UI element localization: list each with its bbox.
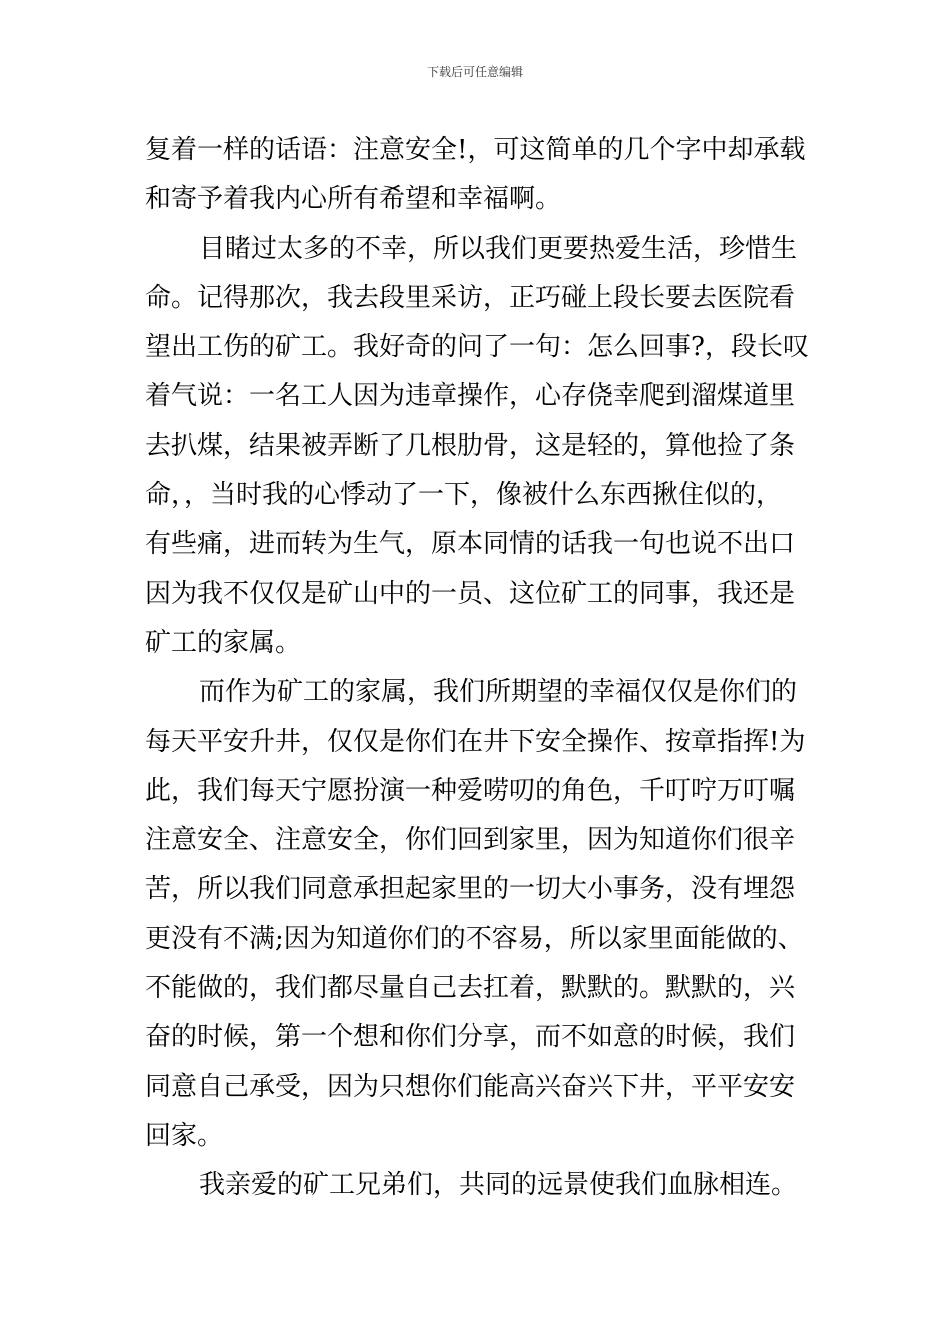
text-line: 望出工伤的矿工。我好奇的问了一句：怎么回事?，段长叹 — [145, 332, 809, 363]
text-line: 此，我们每天宁愿扮演一种爱唠叨的角色，千叮咛万叮嘱 — [145, 775, 796, 806]
text-line: 不能做的，我们都尽量自己去扛着，默默的。默默的，兴 — [145, 973, 796, 1004]
text-line: 苦，所以我们同意承担起家里的一切大小事务，没有埋怨 — [145, 874, 796, 905]
text-line: 而作为矿工的家属，我们所期望的幸福仅仅是你们的 — [199, 677, 798, 708]
text-line: 注意安全、注意安全，你们回到家里，因为知道你们很辛 — [145, 825, 796, 856]
text-line: 回家。 — [145, 1120, 224, 1151]
text-line: 和寄予着我内心所有希望和幸福啊。 — [145, 184, 562, 215]
text-line: 复着一样的话语：注意安全!，可这简单的几个字中却承载 — [145, 135, 806, 165]
text-line: 因为我不仅仅是矿山中的一员、这位矿工的同事，我还是 — [145, 578, 796, 609]
text-line: 目睹过太多的不幸，所以我们更要热爱生活，珍惜生 — [199, 233, 798, 264]
text-line: 命，，当时我的心悸动了一下，像被什么东西揪住似的， — [145, 480, 783, 511]
text-line: 有些痛，进而转为生气，原本同情的话我一句也说不出口 — [145, 529, 796, 560]
page-header: 下载后可任意编辑 — [426, 65, 523, 79]
text-line: 同意自己承受，因为只想你们能高兴奋兴下井，平平安安 — [145, 1071, 796, 1102]
text-line: 更没有不满;因为知道你们的不容易，所以家里面能做的、 — [145, 923, 804, 954]
document-body — [145, 126, 810, 1211]
text-line: 命。记得那次，我去段里采访，正巧碰上段长要去医院看 — [145, 282, 796, 313]
text-line: 去扒煤，结果被弄断了几根肋骨，这是轻的，算他捡了条 — [145, 430, 796, 461]
text-line: 奋的时候，第一个想和你们分享，而不如意的时候，我们 — [145, 1022, 796, 1053]
text-line: 矿工的家属。 — [145, 627, 302, 658]
text-line: 我亲爱的矿工兄弟们，共同的远景使我们血脉相连。 — [199, 1170, 798, 1201]
text-line: 着气说：一名工人因为违章操作，心存侥幸爬到溜煤道里 — [145, 381, 796, 412]
text-line: 每天平安升井，仅仅是你们在井下安全操作、按章指挥!为 — [145, 726, 806, 757]
